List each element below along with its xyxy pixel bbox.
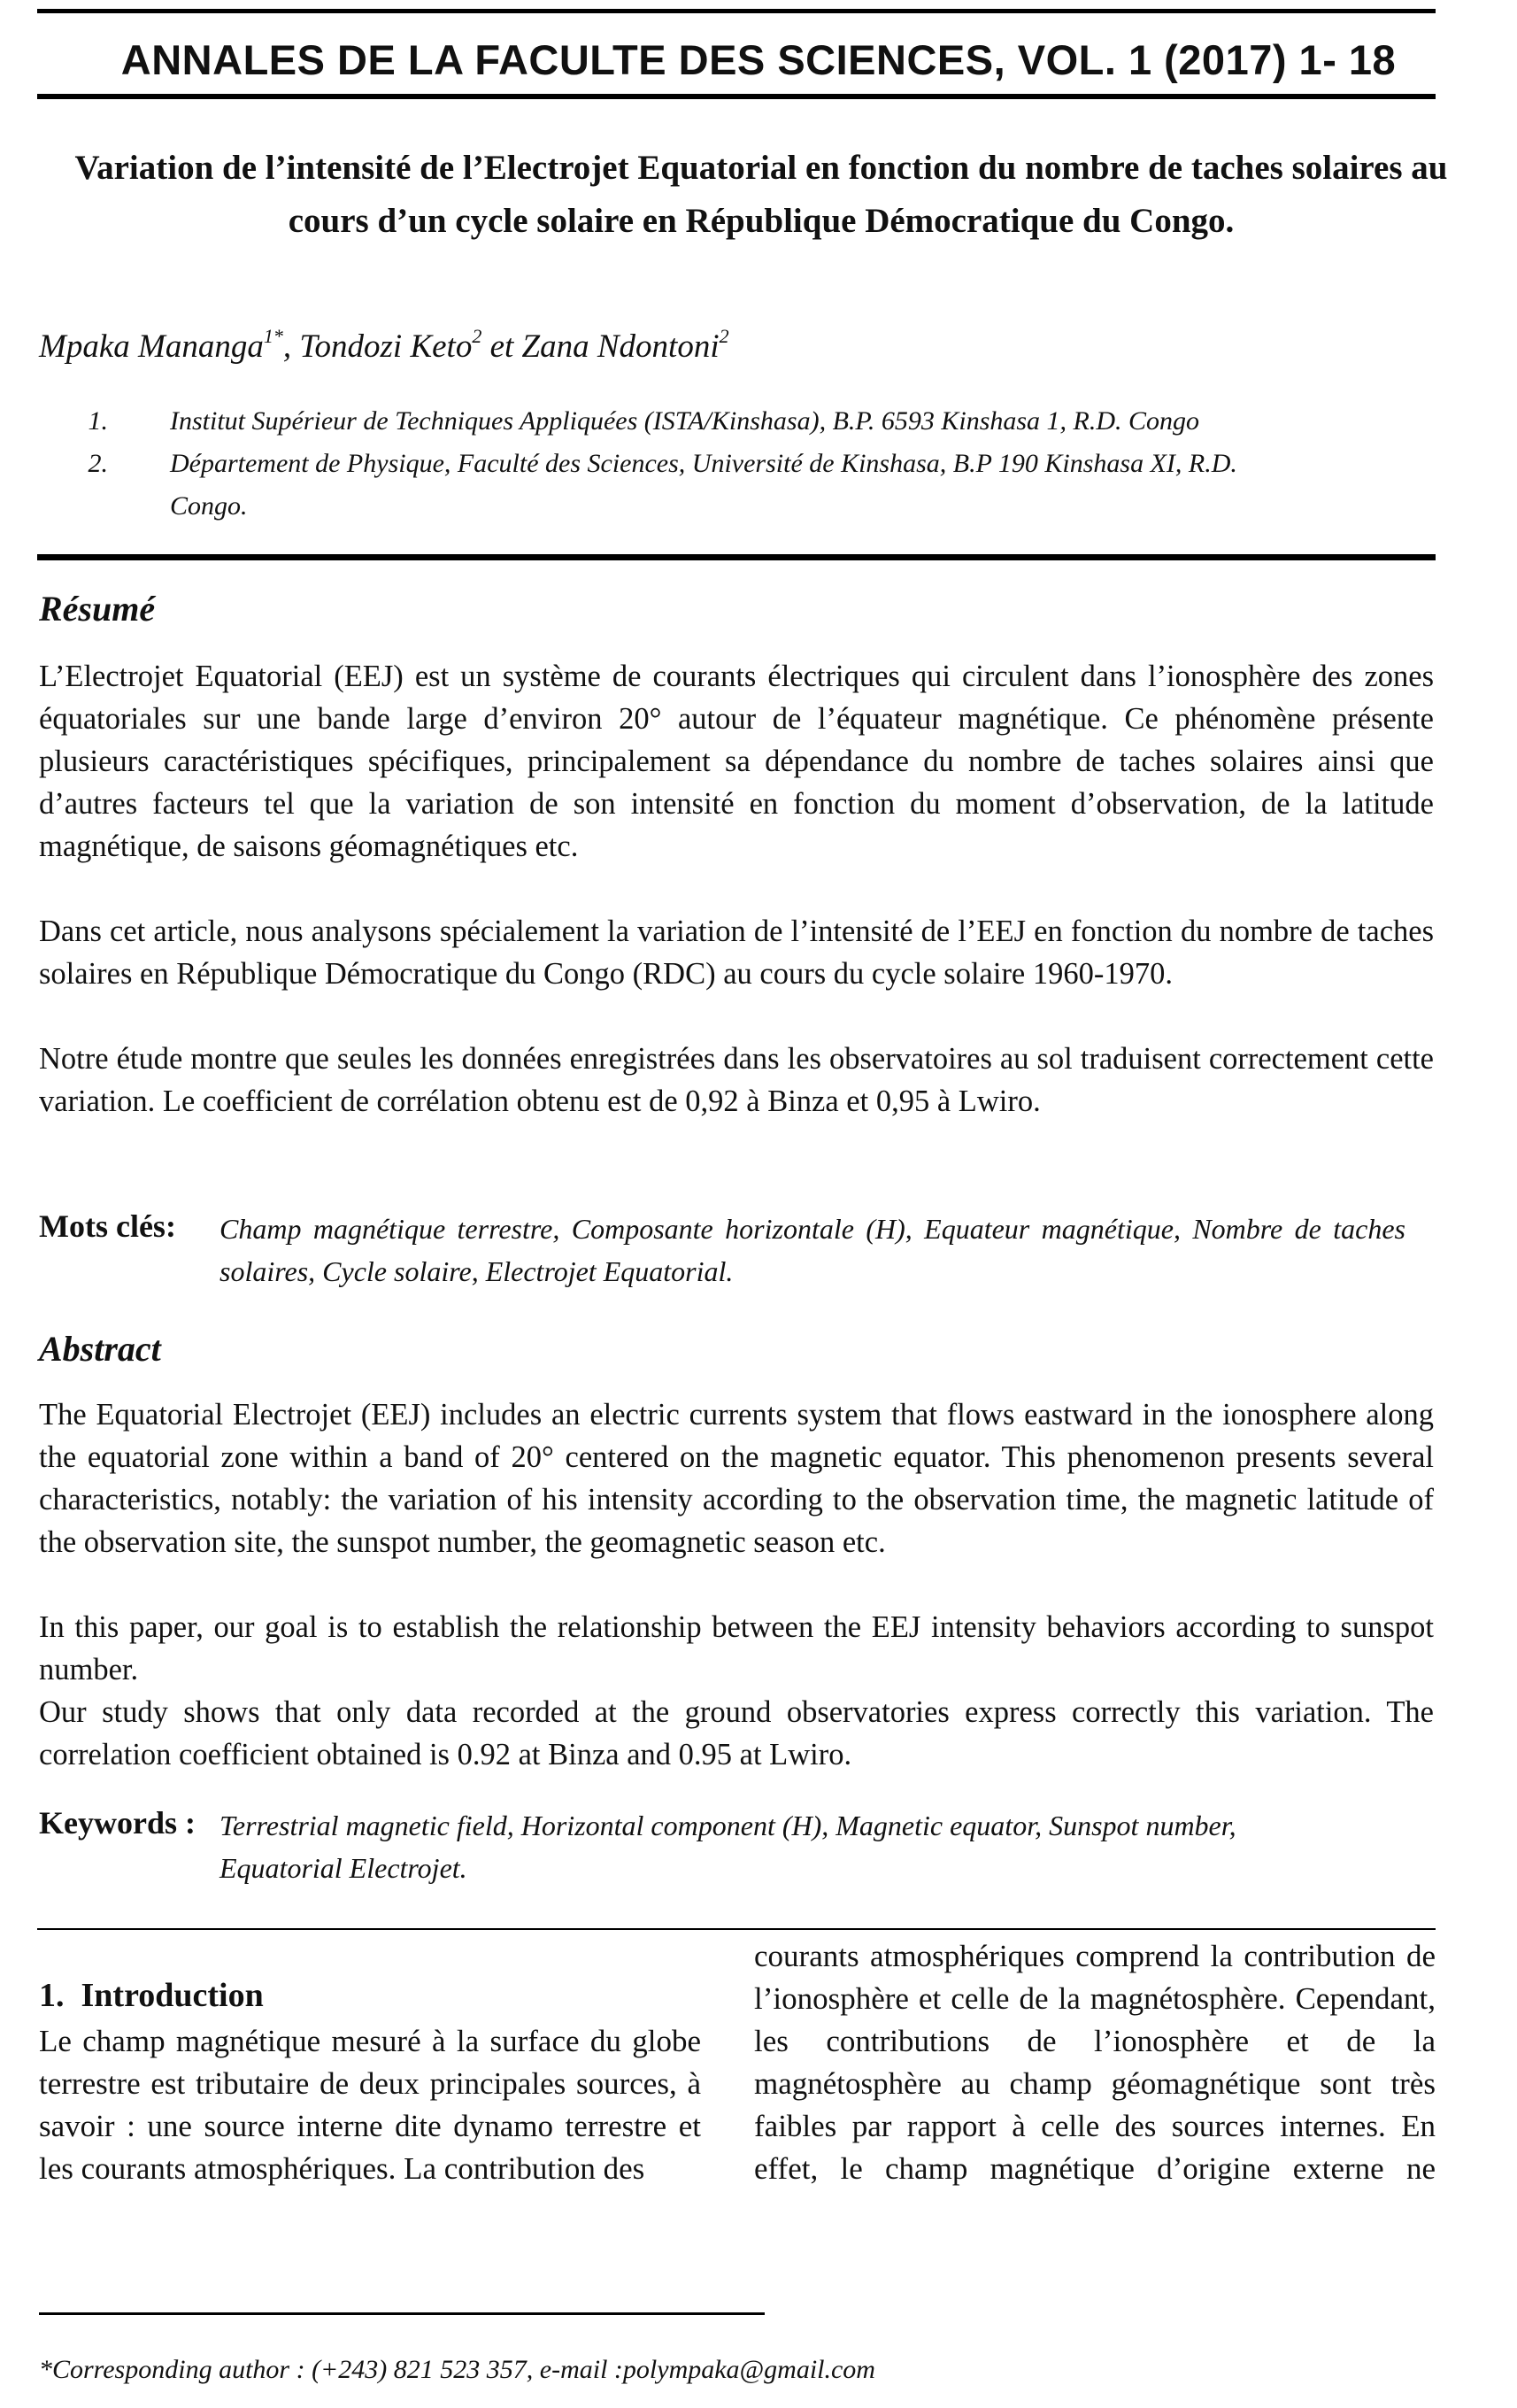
footnote-rule: [39, 2312, 765, 2315]
author-name: Zana Ndontoni: [521, 328, 720, 365]
header-rule-bottom: [37, 94, 1436, 99]
introduction-heading: 1. Introduction: [39, 1977, 264, 2014]
affiliation-1: [39, 400, 1437, 443]
journal-header: ANNALES DE LA FACULTE DES SCIENCES, VOL. 1 (2017) 1- 18: [120, 36, 1397, 83]
author-sup: 2: [472, 325, 482, 347]
resume-paragraph-3: Notre étude montre que seules les données enregistrées dans les observatoires au sol traduisent correctement cette variation. Le coefficient de corrélation obtenu est de 0,92 à Binza et 0,95 à Lwiro.: [39, 1042, 1434, 1118]
corresponding-author-footnote: *Corresponding author : (+243) 821 523 357, e-mail :polympaka@gmail.com: [39, 2355, 875, 2384]
abstract-paragraph-1: The Equatorial Electrojet (EEJ) includes an electric currents system that flows eastward in the ionosphere along the equatorial zone within a band of 20° centered on the magnetic equator. This phenomenon presents several characteristics, notably: the variation of his intensity according to the observation time, the magnetic latitude of the observation site, the sunspot number, the geomagnetic season etc.: [39, 1398, 1434, 1559]
section-rule: [37, 554, 1436, 560]
resume-paragraph-2: Dans cet article, nous analysons spécialement la variation de l’intensité de l’EEJ en fonction du nombre de taches solaires en République Démocratique du Congo (RDC) au cours du cycle solaire 1960-1970.: [39, 915, 1434, 991]
abstract-paragraph-3: Our study shows that only data recorded at the ground observatories express correctly this variation. The correlation coefficient obtained is 0.92 at Binza and 0.95 at Lwiro.: [39, 1695, 1434, 1771]
intro-right-column: [754, 1935, 1436, 2190]
author-sup: 1*: [263, 325, 283, 347]
affiliation-text: Département de Physique, Faculté des Sciences, Université de Kinshasa, B.P 190 Kinshasa XI, R.D. Congo.: [170, 449, 1237, 521]
author-name: Mpaka Mananga: [39, 328, 264, 365]
affiliation-text: Institut Supérieur de Techniques Appliquées (ISTA/Kinshasa), B.P. 6593 Kinshasa 1, R.D. Congo: [170, 406, 1200, 436]
affiliation-number: 2.: [88, 449, 108, 478]
keywords-label: Keywords :: [39, 1805, 196, 1841]
mots-cles-text: Champ magnétique terrestre, Composante horizontale (H), Equateur magnétique, Nombre de taches solaires, Cycle solaire, Electrojet Equatorial.: [219, 1213, 1405, 1287]
body-rule: [37, 1928, 1436, 1930]
abstract-heading: Abstract: [39, 1329, 161, 1369]
resume-paragraph-1: L’Electrojet Equatorial (EEJ) est un système de courants électriques qui circulent dans l’ionosphère des zones équatoriales sur une bande large d’environ 20° autour de l’équateur magnétique. Ce phénomène présente plusieurs caractéristiques spécifiques, principalement sa dépendance du nombre de taches solaires ainsi que d’autres facteurs tel que la variation de son intensité en fonction du moment d’observation, de la latitude magnétique, de saisons géomagnétiques etc.: [39, 660, 1434, 863]
intro-left-column: [39, 2020, 701, 2190]
abstract-paragraph-2: In this paper, our goal is to establish the relationship between the EEJ intensity behaviors according to sunspot number.: [39, 1610, 1434, 1686]
affiliation-number: 1.: [88, 406, 108, 436]
author-list: Mpaka Mananga$^{1*}$, Tondozi Keto$^2$ et Zana Ndontoni$^2$: [39, 325, 729, 365]
intro-left-text: Le champ magnétique mesuré à la surface du globe terrestre est tributaire de deux principales sources, à savoir : une source interne dite dynamo terrestre et les courants atmosphériques. La contribution des: [39, 2024, 701, 2186]
resume-heading: Résumé: [39, 589, 156, 629]
intro-right-text: courants atmosphériques comprend la contribution de l’ionosphère et celle de la magnétosphère. Cependant, les contributions de l’ionosphère et de la magnétosphère au champ géomagnétique sont très faibles par rapport à celle des sources internes. En effet, le champ magnétique d’origine externe ne: [754, 1939, 1436, 2186]
paper-title: Variation de l’intensité de l’Electrojet Equatorial en fonction du nombre de taches solaires au cours d’un cycle solaire en République Démocratique du Congo.: [74, 149, 1448, 240]
mots-cles-label: Mots clés:: [39, 1208, 176, 1244]
keywords-text: Terrestrial magnetic field, Horizontal component (H), Magnetic equator, Sunspot number, Equatorial Electrojet.: [219, 1810, 1236, 1884]
author-sup: 2: [719, 325, 729, 347]
affiliation-2: [39, 443, 1437, 528]
header-rule-top: [37, 9, 1436, 13]
author-name: Tondozi Keto: [299, 328, 473, 365]
